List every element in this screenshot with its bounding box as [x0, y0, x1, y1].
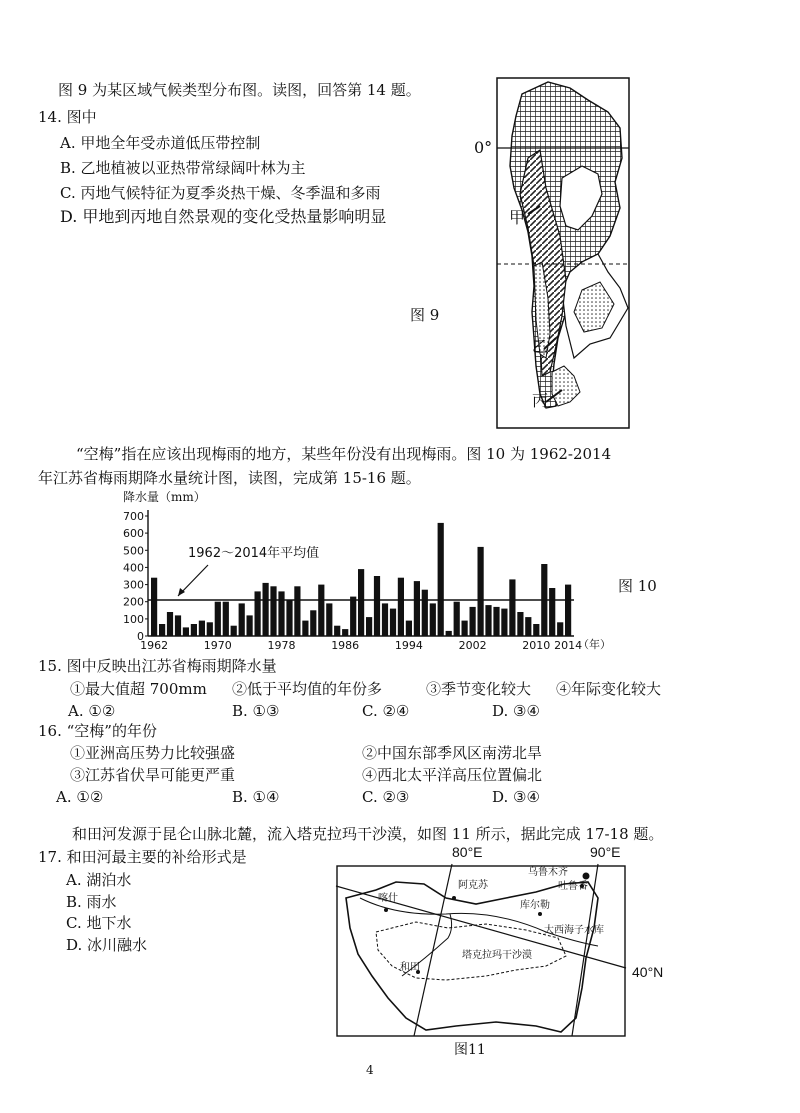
q17-option-c: C. 地下水 [66, 914, 132, 932]
chart-xlabel: （年） [578, 638, 611, 651]
q15-choice-a: A. ①② [68, 702, 116, 720]
q15-statement-3: ③季节变化较大 [426, 680, 532, 698]
q15-choice-c: C. ②④ [362, 702, 410, 720]
fig11-dot-aksu [452, 896, 456, 900]
chart-bar-1963 [159, 624, 165, 636]
q16-choice-d: D. ③④ [492, 788, 540, 806]
chart-bar-1967 [191, 624, 197, 636]
chart-bar-1982 [310, 610, 316, 636]
chart-xtick-1978: 1978 [267, 639, 296, 652]
chart-average-label: 1962～2014年平均值 [188, 546, 320, 561]
chart-bar-1991 [382, 603, 388, 636]
chart-bar-2005 [493, 607, 499, 636]
chart-bar-2001 [462, 621, 468, 636]
chart-xtick-2002: 2002 [458, 639, 487, 652]
q14-option-b: B. 乙地植被以亚热带常绿阔叶林为主 [60, 159, 306, 177]
chart-ytick-200: 200 [123, 595, 144, 609]
chart-ytick-400: 400 [123, 561, 144, 575]
q15-stem: 15. 图中反映出江苏省梅雨期降水量 [38, 657, 277, 675]
q17-option-d: D. 冰川融水 [66, 936, 148, 954]
chart-bar-2008 [517, 612, 523, 636]
chart-bar-1993 [398, 578, 404, 636]
fig9-label-yi: 乙 [532, 337, 549, 356]
chart-bar-1996 [422, 590, 428, 636]
chart-bar-2006 [501, 609, 507, 636]
q16-choice-b: B. ①④ [232, 788, 280, 806]
fig11-label-urumqi: 乌鲁木齐 [528, 867, 568, 878]
q14-intro: 图 9 为某区域气候类型分布图。读图，回答第 14 题。 [58, 81, 421, 99]
chart-bar-2003 [478, 547, 484, 636]
q17-option-a: A. 湖泊水 [66, 871, 132, 889]
chart-bar-1970 [215, 602, 221, 636]
q16-choice-a: A. ①② [56, 788, 104, 806]
chart-bar-1971 [223, 602, 229, 636]
fig11-dot-korla [538, 912, 542, 916]
chart-bar-1979 [286, 600, 292, 636]
chart-bar-1987 [350, 597, 356, 636]
chart-bar-1999 [446, 631, 452, 636]
q16-statement-2: ②中国东部季风区南涝北旱 [362, 744, 543, 762]
q14-option-c: C. 丙地气候特征为夏季炎热干燥、冬季温和多雨 [60, 184, 381, 202]
chart-bar-1990 [374, 576, 380, 636]
chart-figure-label: 图 10 [618, 577, 657, 595]
chart-bar-2012 [549, 588, 555, 636]
chart-ytick-0: 0 [137, 630, 144, 643]
fig9-equator-label: 0° [474, 138, 493, 157]
chart-bar-1983 [318, 585, 324, 636]
chart-bar-2000 [454, 602, 460, 636]
q16-statement-1: ①亚洲高压势力比较强盛 [70, 744, 236, 762]
fig11-label-kashgar: 喀什 [378, 893, 398, 904]
q16-stem: 16. “空梅”的年份 [38, 722, 157, 740]
chart-bar-2002 [470, 607, 476, 636]
chart-bar-1969 [207, 622, 213, 636]
chart-bar-2007 [509, 579, 515, 636]
fig11-lat40-label: 40°N [632, 964, 664, 980]
q16-statement-3: ③江苏省伏旱可能更严重 [70, 766, 236, 784]
chart-bar-2010 [533, 624, 539, 636]
page-number: 4 [366, 1063, 374, 1077]
chart-bar-1981 [302, 621, 308, 636]
fig11-dot-urumqi [583, 873, 590, 880]
chart-bar-1998 [438, 523, 444, 636]
chart-bar-1992 [390, 609, 396, 636]
chart-xtick-1986: 1986 [331, 639, 360, 652]
intro-15-16-line1: “空梅”指在应该出现梅雨的地方，某些年份没有出现梅雨。图 10 为 1962-2014 [76, 445, 612, 463]
q15-statement-4: ④年际变化较大 [556, 680, 662, 698]
intro-15-16-line2: 年江苏省梅雨期降水量统计图，读图，完成第 15-16 题。 [38, 469, 421, 487]
chart-bar-1966 [183, 627, 189, 636]
chart-bar-1965 [175, 615, 181, 636]
fig11-lon90-label: 90°E [590, 844, 621, 860]
chart-xtick-2010: 2010 [522, 639, 551, 652]
fig11-label-hotan: 和田 [400, 962, 420, 973]
chart-bar-1989 [366, 617, 372, 636]
chart-ytick-500: 500 [123, 544, 144, 558]
q17-option-b: B. 雨水 [66, 893, 117, 911]
chart-xtick-1962: 1962 [140, 639, 169, 652]
chart-bar-1988 [358, 569, 364, 636]
fig11-label-reservoir: 大西海子水库 [544, 925, 604, 936]
chart-bar-1964 [167, 612, 173, 636]
fig11-caption: 图11 [454, 1042, 486, 1058]
chart-bar-1972 [231, 626, 237, 636]
fig11-label-turpan: 吐鲁番 [558, 881, 588, 892]
q14-stem: 14. 图中 [38, 108, 97, 126]
chart-bar-2013 [557, 622, 563, 636]
chart-ytick-100: 100 [123, 612, 144, 626]
fig11-dot-kashgar [384, 908, 388, 912]
chart-bar-1976 [263, 583, 269, 636]
chart-bar-1962 [151, 578, 157, 636]
chart-bar-2009 [525, 617, 531, 636]
q16-statement-4: ④西北太平洋高压位置偏北 [362, 766, 543, 784]
q14-option-d: D. 甲地到丙地自然景观的变化受热量影响明显 [60, 207, 387, 226]
chart-bar-1994 [406, 621, 412, 636]
fig11-label-desert: 塔克拉玛干沙漠 [462, 950, 532, 961]
chart-ytick-700: 700 [123, 510, 144, 523]
q14-option-a: A. 甲地全年受赤道低压带控制 [60, 134, 261, 152]
chart-bar-1984 [326, 603, 332, 636]
fig11-label-aksu: 阿克苏 [458, 880, 488, 891]
chart-bar-1995 [414, 581, 420, 636]
chart-ytick-300: 300 [123, 578, 144, 592]
fig9-label-bing: 丙 [532, 391, 549, 410]
chart-bar-1997 [430, 603, 436, 636]
chart-bar-2004 [485, 605, 491, 636]
chart-bar-1974 [247, 615, 253, 636]
q15-choice-d: D. ③④ [492, 702, 540, 720]
chart-bar-1977 [270, 586, 276, 636]
chart-bar-1978 [278, 591, 284, 636]
intro-17-18: 和田河发源于昆仑山脉北麓，流入塔克拉玛干沙漠，如图 11 所示，据此完成 17-18 题。 [72, 825, 664, 843]
chart-bar-1986 [342, 629, 348, 636]
q15-choice-b: B. ①③ [232, 702, 280, 720]
q17-stem: 17. 和田河最主要的补给形式是 [38, 848, 247, 866]
chart-bar-2014 [565, 585, 571, 636]
q16-choice-c: C. ②③ [362, 788, 410, 806]
chart-bar-1968 [199, 621, 205, 636]
chart-ytick-600: 600 [123, 527, 144, 541]
fig9-caption: 图 9 [410, 306, 440, 324]
chart-bar-1985 [334, 626, 340, 636]
fig9-label-jia: 甲 [509, 208, 526, 227]
chart-ylabel: 降水量（mm） [123, 490, 206, 504]
chart-bar-1973 [239, 603, 245, 636]
chart-xtick-2014: 2014 [554, 639, 583, 652]
q15-statement-2: ②低于平均值的年份多 [232, 680, 383, 698]
chart-bar-1980 [294, 586, 300, 636]
fig11-label-korla: 库尔勒 [520, 900, 550, 911]
chart-xtick-1994: 1994 [394, 639, 423, 652]
fig11-lon80-label: 80°E [452, 844, 483, 860]
chart-bar-1975 [255, 591, 261, 636]
q15-statement-1: ①最大值超 700mm [70, 680, 207, 698]
chart-xtick-1970: 1970 [203, 639, 232, 652]
